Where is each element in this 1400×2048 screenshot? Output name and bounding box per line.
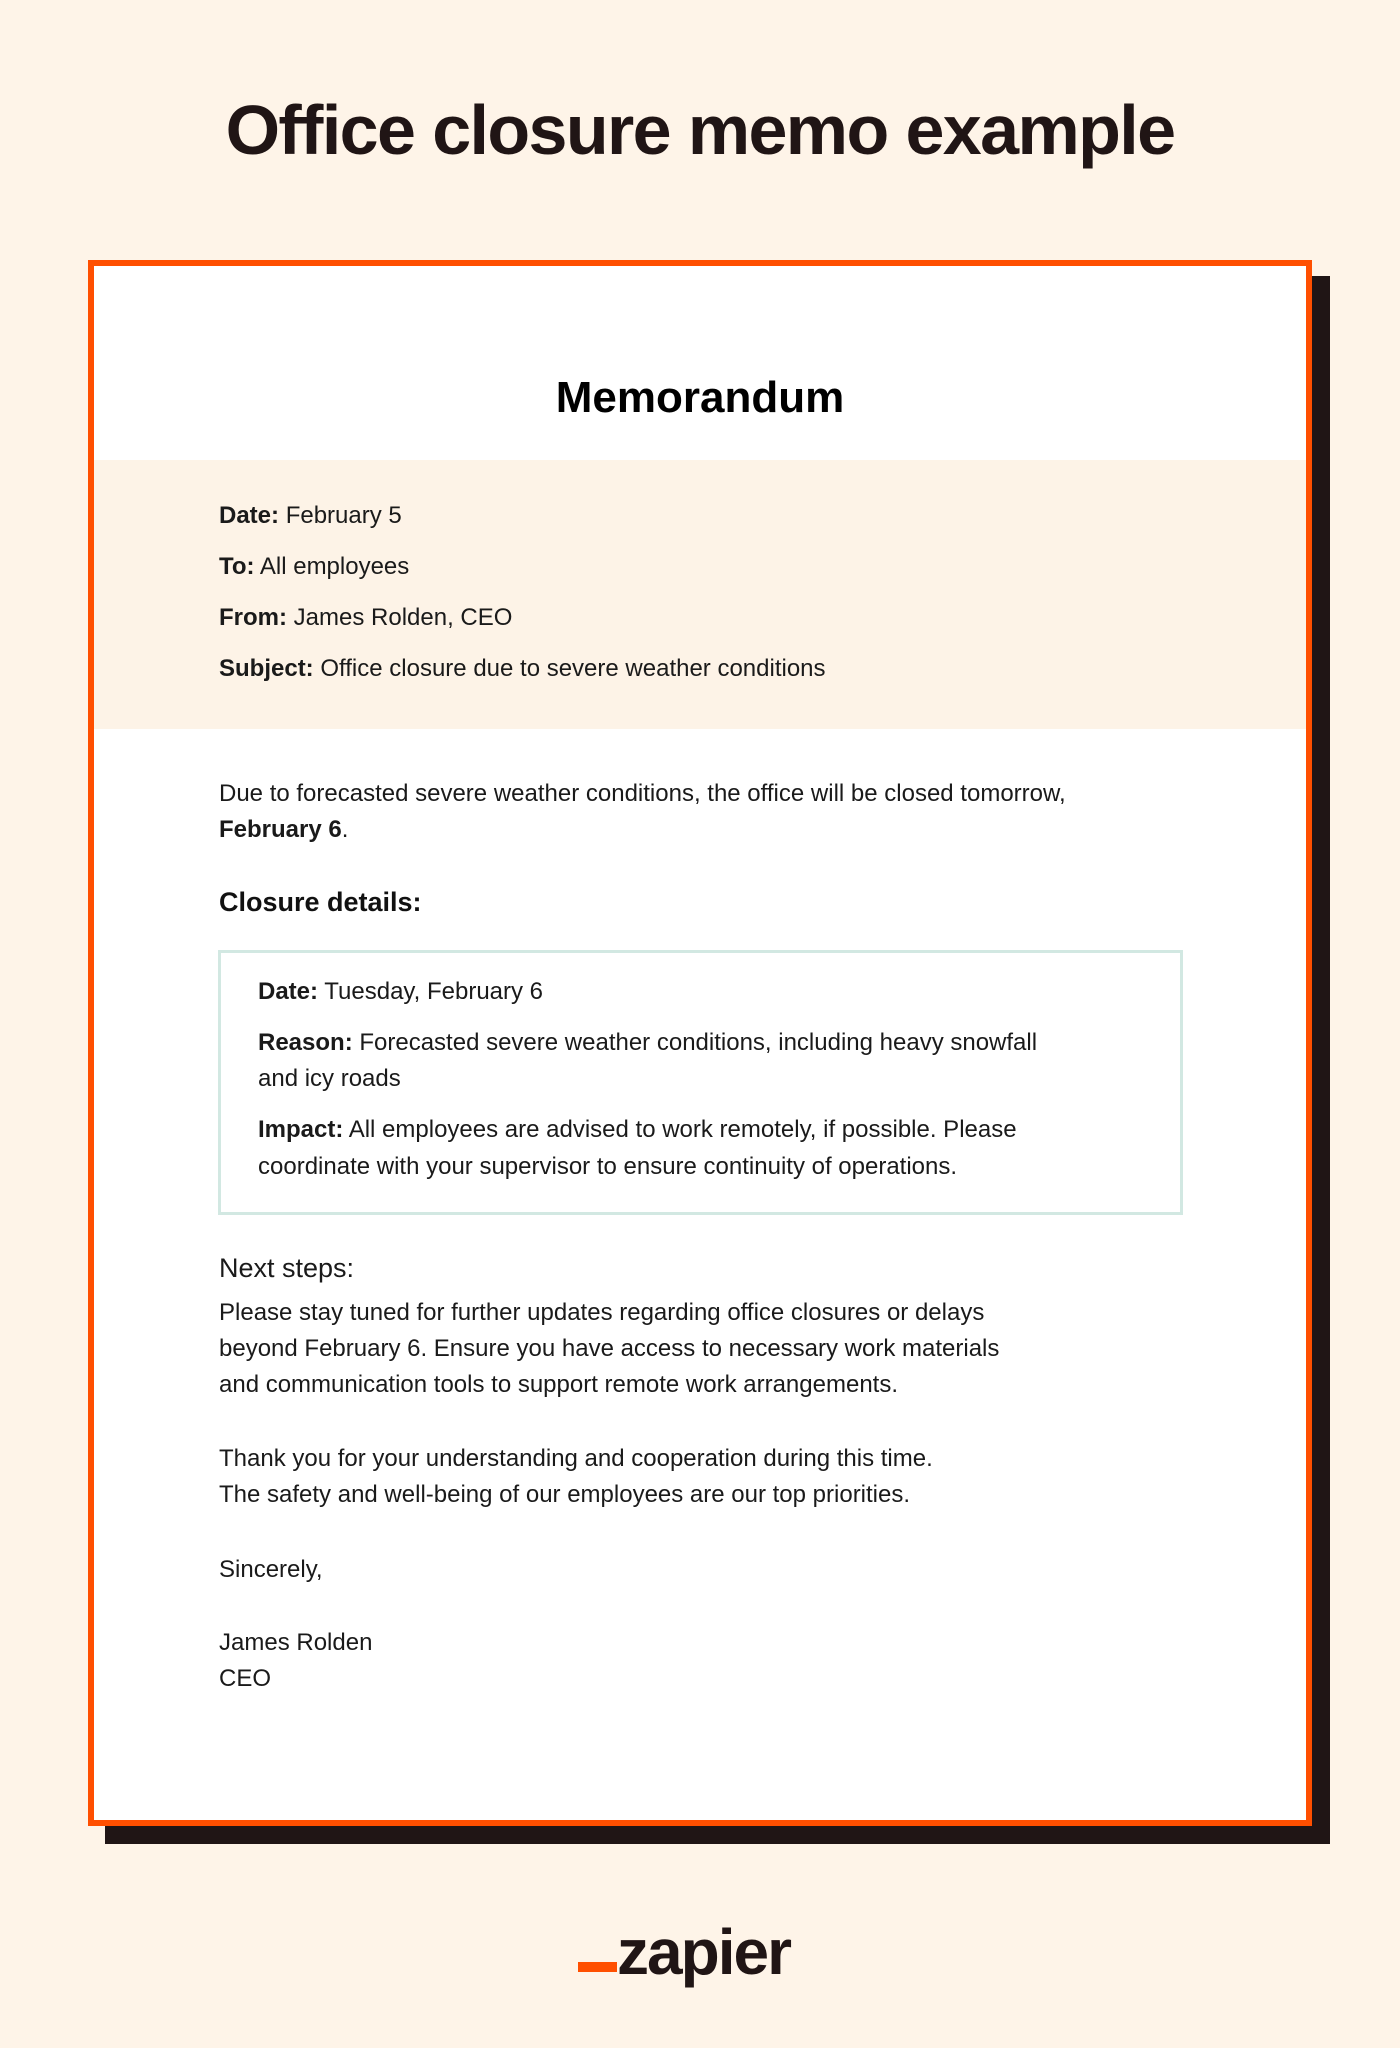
closing: Sincerely, [219,1556,323,1583]
closure-impact-line-1: All employees are advised to work remotely, if possible. Please [348,1116,1017,1143]
header-date-label: Date: [219,502,280,529]
closure-date-value: Tuesday, February 6 [324,978,544,1005]
closure-reason [258,1025,1037,1061]
closure-impact [258,1112,1017,1148]
closure-reason-line-2: and icy roads [258,1065,401,1092]
next-steps-line-2: beyond February 6. Ensure you have access to necessary work materials [219,1335,1000,1362]
header-subject [219,651,826,687]
intro-line-1: Due to forecasted severe weather conditions, the office will be closed tomorrow, [219,780,1066,807]
closure-date [258,974,543,1010]
header-date [219,498,402,534]
header-date-value: February 5 [285,502,402,529]
signature-title: CEO [219,1665,272,1692]
header-from [219,600,512,636]
thanks-line-1: Thank you for your understanding and cooperation during this time. [219,1445,933,1472]
header-from-label: From: [219,604,287,631]
zapier-logo-text: zapier [617,1916,790,1988]
header-to-label: To: [219,553,255,580]
header-subject-value: Office closure due to severe weather conditions [320,655,826,682]
header-to [219,549,409,585]
zapier-logo [578,1915,828,1990]
closure-impact-line-2: coordinate with your supervisor to ensure continuity of operations. [258,1153,958,1180]
memo-heading: Memorandum [555,373,845,422]
header-from-value: James Rolden, CEO [293,604,513,631]
closure-reason-label: Reason: [258,1029,353,1056]
next-steps-heading: Next steps: [219,1253,355,1283]
closure-reason-line-1: Forecasted severe weather conditions, including heavy snowfall [359,1029,1038,1056]
intro-period: . [341,816,349,843]
page-title: Office closure memo example [225,91,1175,169]
intro-date-bold: February 6 [219,816,342,843]
thanks-line-2: The safety and well-being of our employees are our top priorities. [219,1481,911,1508]
signature-name: James Rolden [219,1629,373,1656]
header-subject-label: Subject: [219,655,314,682]
next-steps-line-3: and communication tools to support remote work arrangements. [219,1371,898,1398]
header-to-value: All employees [259,553,410,580]
closure-details-heading: Closure details: [219,887,422,917]
closure-impact-label: Impact: [258,1116,344,1143]
intro-line-2 [219,812,348,848]
zapier-logo-underscore [578,1962,617,1972]
closure-date-label: Date: [258,978,319,1005]
next-steps-line-1: Please stay tuned for further updates regarding office closures or delays [219,1299,985,1326]
